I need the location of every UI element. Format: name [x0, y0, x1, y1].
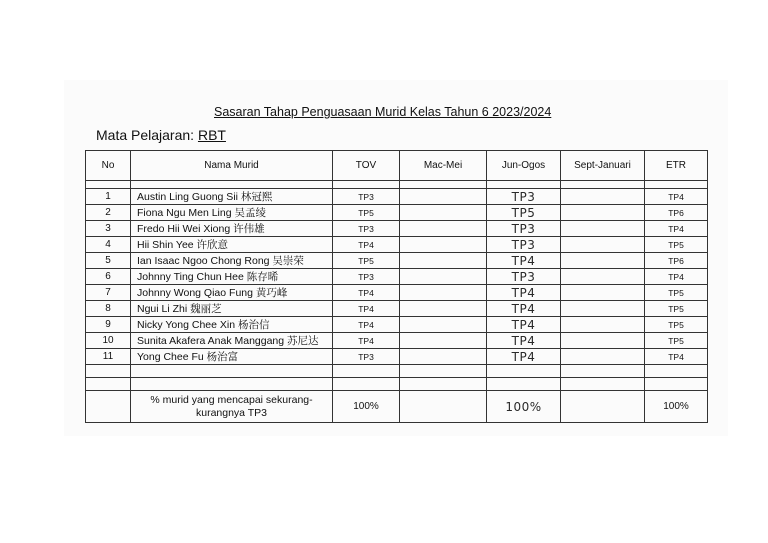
cell-sept-januari: [561, 221, 645, 237]
cell-etr: TP5: [645, 333, 708, 349]
cell-jun-ogos: TP4: [487, 333, 561, 349]
cell-name: Nicky Yong Chee Xin 杨治信: [131, 317, 333, 333]
cell-jun-ogos: TP5: [487, 205, 561, 221]
col-header-etr: ETR: [645, 151, 708, 181]
mastery-table: [85, 150, 708, 423]
cell-no: 5: [86, 253, 131, 269]
cell-sept-januari: [561, 333, 645, 349]
cell-tov: TP4: [333, 237, 400, 253]
cell-no: 9: [86, 317, 131, 333]
cell-mac-mei: [400, 269, 487, 285]
table-row: [86, 269, 708, 285]
cell-name: Austin Ling Guong Sii 林冠熙: [131, 189, 333, 205]
cell-tov: TP4: [333, 317, 400, 333]
subject-line: [96, 127, 226, 143]
cell-no: 1: [86, 189, 131, 205]
cell-etr: TP6: [645, 253, 708, 269]
cell-etr: TP4: [645, 349, 708, 365]
cell-name: Ngui Li Zhi 魏丽芝: [131, 301, 333, 317]
cell-tov: TP5: [333, 205, 400, 221]
table-row: [86, 221, 708, 237]
cell-name: Fiona Ngu Men Ling 吴孟绫: [131, 205, 333, 221]
cell-sept-januari: [561, 205, 645, 221]
cell-jun-ogos: TP3: [487, 237, 561, 253]
cell-mac-mei: [400, 317, 487, 333]
cell-etr: TP6: [645, 205, 708, 221]
table-row: [86, 253, 708, 269]
cell-no: 3: [86, 221, 131, 237]
summary-tov: 100%: [333, 391, 400, 423]
cell-mac-mei: [400, 349, 487, 365]
cell-sept-januari: [561, 253, 645, 269]
cell-mac-mei: [400, 189, 487, 205]
cell-no: 10: [86, 333, 131, 349]
cell-jun-ogos: TP3: [487, 221, 561, 237]
cell-tov: TP3: [333, 189, 400, 205]
document-title: Sasaran Tahap Penguasaan Murid Kelas Tahun 6 2023/2024: [214, 105, 552, 119]
cell-no: 11: [86, 349, 131, 365]
cell-sept-januari: [561, 301, 645, 317]
cell-jun-ogos: TP4: [487, 301, 561, 317]
table-row: [86, 237, 708, 253]
cell-etr: TP4: [645, 189, 708, 205]
cell-etr: TP5: [645, 285, 708, 301]
col-header-name: Nama Murid: [131, 151, 333, 181]
table-row: [86, 317, 708, 333]
document-page: [64, 80, 728, 436]
cell-mac-mei: [400, 285, 487, 301]
spacer-row: [86, 181, 708, 189]
cell-name: Yong Chee Fu 杨治富: [131, 349, 333, 365]
cell-sept-januari: [561, 349, 645, 365]
blank-row: [86, 378, 708, 391]
summary-jun-ogos: 100%: [487, 391, 561, 423]
subject-label: Mata Pelajaran:: [96, 127, 195, 143]
cell-no: 4: [86, 237, 131, 253]
cell-mac-mei: [400, 253, 487, 269]
cell-mac-mei: [400, 301, 487, 317]
cell-no: 8: [86, 301, 131, 317]
cell-name: Johnny Wong Qiao Fung 黄巧峰: [131, 285, 333, 301]
cell-sept-januari: [561, 237, 645, 253]
cell-jun-ogos: TP4: [487, 317, 561, 333]
table-row: [86, 333, 708, 349]
cell-mac-mei: [400, 237, 487, 253]
cell-sept-januari: [561, 317, 645, 333]
cell-mac-mei: [400, 333, 487, 349]
cell-mac-mei: [400, 205, 487, 221]
summary-row: [86, 391, 708, 423]
cell-etr: TP5: [645, 237, 708, 253]
summary-label: % murid yang mencapai sekurang-kurangnya TP3: [131, 391, 333, 423]
cell-etr: TP4: [645, 269, 708, 285]
cell-name: Ian Isaac Ngoo Chong Rong 吴崇荣: [131, 253, 333, 269]
header-row: [86, 151, 708, 181]
table-row: [86, 205, 708, 221]
cell-mac-mei: [400, 221, 487, 237]
cell-etr: TP5: [645, 301, 708, 317]
col-header-no: No: [86, 151, 131, 181]
cell-tov: TP3: [333, 221, 400, 237]
cell-name: Sunita Akafera Anak Manggang 苏尼达: [131, 333, 333, 349]
col-header-tov: TOV: [333, 151, 400, 181]
cell-tov: TP5: [333, 253, 400, 269]
cell-sept-januari: [561, 285, 645, 301]
cell-etr: TP4: [645, 221, 708, 237]
cell-jun-ogos: TP3: [487, 269, 561, 285]
cell-name: Fredo Hii Wei Xiong 许伟雄: [131, 221, 333, 237]
cell-name: Johnny Ting Chun Hee 陈存晞: [131, 269, 333, 285]
cell-no: 6: [86, 269, 131, 285]
col-header-jun-ogos: Jun-Ogos: [487, 151, 561, 181]
col-header-mac-mei: Mac-Mei: [400, 151, 487, 181]
table-row: [86, 349, 708, 365]
cell-tov: TP4: [333, 301, 400, 317]
table-row: [86, 285, 708, 301]
blank-row: [86, 365, 708, 378]
cell-sept-januari: [561, 189, 645, 205]
summary-etr: 100%: [645, 391, 708, 423]
cell-tov: TP4: [333, 333, 400, 349]
col-header-sept-januari: Sept-Januari: [561, 151, 645, 181]
cell-no: 2: [86, 205, 131, 221]
cell-name: Hii Shin Yee 许欣意: [131, 237, 333, 253]
cell-sept-januari: [561, 269, 645, 285]
subject-value: RBT: [197, 127, 226, 143]
table-row: [86, 189, 708, 205]
cell-tov: TP3: [333, 269, 400, 285]
cell-jun-ogos: TP3: [487, 189, 561, 205]
cell-jun-ogos: TP4: [487, 349, 561, 365]
cell-jun-ogos: TP4: [487, 285, 561, 301]
cell-tov: TP4: [333, 285, 400, 301]
cell-no: 7: [86, 285, 131, 301]
cell-tov: TP3: [333, 349, 400, 365]
cell-etr: TP5: [645, 317, 708, 333]
cell-jun-ogos: TP4: [487, 253, 561, 269]
table-row: [86, 301, 708, 317]
